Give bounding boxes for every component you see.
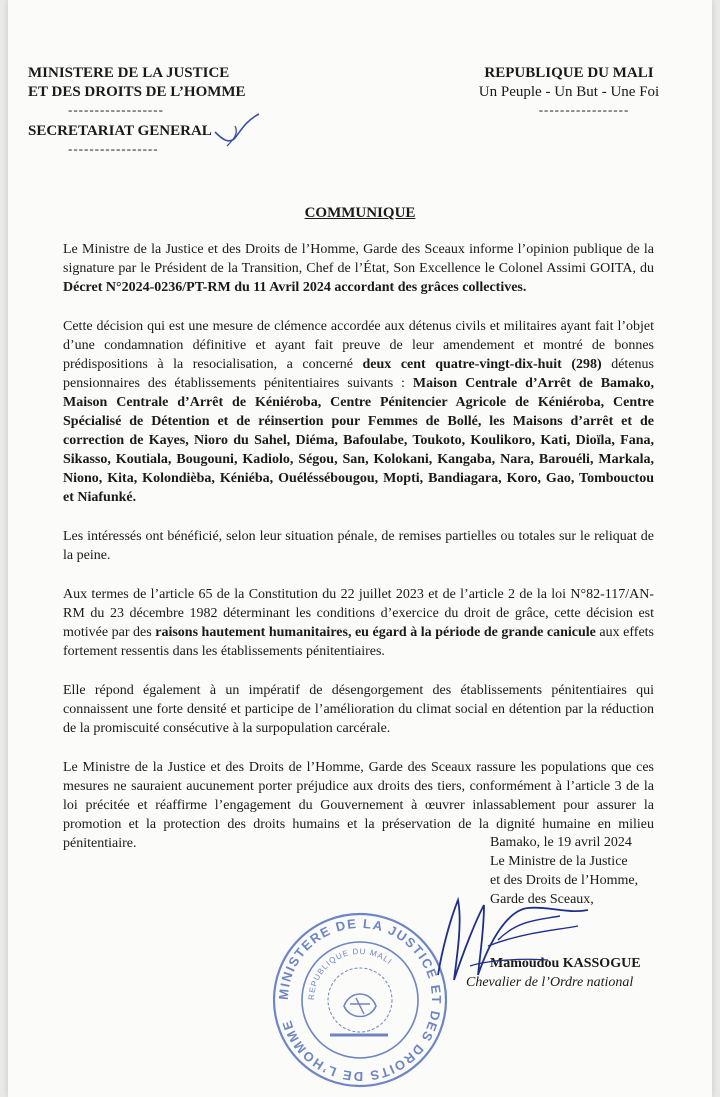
republic-name: REPUBLIQUE DU MALI (484, 65, 654, 81)
document-title: COMMUNIQUE (304, 205, 416, 221)
p4-text-c: aux effets fortement ressentis dans les établissements pénitentiaires. (63, 625, 655, 659)
p2-text-a: Cette décision qui est une mesure de clémence accordée aux détenus civils et militaires ayant fait l’objet d’une condamnation définitive et ayant fait preuve de leur amendement et montré de bonnes prédispositions à la resocialisation, a concerné (63, 319, 654, 372)
p2-count: deux cent quatre-vingt-dix-huit (298) (362, 357, 602, 372)
paragraph-5: Elle répond également à un impératif de désengorgement des établissements pénitentiaires qui connaissent une forte densité et participe de l’amélioration du climat social en détention par la réduction de la promiscuité consécutive à la surpopulation carcérale. (63, 683, 654, 736)
p2-facilities: Maison Centrale d’Arrêt de Bamako, Maison Centrale d’Arrêt de Kéniéroba, Centre Pénitencier Agricole de Kéniéroba, Centre Spécialisé de Détention et de réinsertion pour Femmes de Bollé, les Maisons d’arrêt et de correction de Kayes, Nioro du Sahel, Diéma, Bafoulabe, Toukoto, Koulikoro, Kati, Dioïla, Fana, Sikasso, Koutiala, Bougouni, Kadiolo, Ségou, San, Kolokani, Kangaba, Nara, Barouéli, Markala, Niono, Kita, Kolondièba, Kéniéba, Ouéléssébougou, Mopti, Bandiagara, Koro, Gao, Tombouctou et Niafunké. (63, 376, 655, 505)
p1-text: Le Ministre de la Justice et des Droits de l’Homme, Garde des Sceaux informe l’opinion publique de la signature par le Président de la Transition, Chef de l’État, Son Excellence le Colonel Assimi GOITA, du (63, 242, 654, 276)
paragraph-3: Les intéressés ont bénéficié, selon leur situation pénale, de remises partielles ou totales sur le reliquat de la peine. (63, 529, 654, 563)
paragraph-4 (63, 585, 654, 661)
p1-decree: Décret N°2024-0236/PT-RM du 11 Avril 2024 accordant des grâces collectives. (63, 280, 527, 295)
signatory-name: Mamoudou KASSOGUE (490, 956, 641, 971)
p2-text-c: détenus pensionnaires des établissements pénitentiaires suivants : (63, 357, 654, 391)
paragraph-2 (63, 317, 654, 507)
header-republic (454, 64, 684, 118)
stamp-ring-text: MINISTERE DE LA JUSTICE ET DES DROITS DE L’HOMME (275, 915, 445, 1085)
p4-reasons: raisons hautement humanitaires, eu égard à la période de grande canicule (155, 625, 596, 640)
official-stamp (270, 910, 450, 1090)
ministry-line-2: ET DES DROITS DE L’HOMME (28, 84, 246, 100)
document-page (8, 0, 712, 1097)
initials-mark (213, 110, 263, 155)
ministry-line-1: MINISTERE DE LA JUSTICE (28, 65, 230, 81)
signatory-role-1: Le Ministre de la Justice (490, 854, 628, 869)
document-body (63, 240, 654, 873)
paragraph-6: Le Ministre de la Justice et des Droits de l’Homme, Garde des Sceaux rassure les populations que ces mesures ne sauraient aucunement porter préjudice aux droits des tiers, conformément à l’article 3 de la loi précitée et réaffirme l’engagement du Gouvernement à œuvrer inlassablement pour assurer la promotion et la protection des droits humains et la préservation de la dignité humaine en milieu pénitentiaire. (63, 760, 654, 851)
stamp-inner-text: REPUBLIQUE DU MALI (306, 946, 395, 1001)
signatory-role-2: et des Droits de l’Homme, (490, 873, 639, 888)
p4-text-a: Aux termes de l’article 65 de la Constitution du 22 juillet 2023 et de l’article 2 de la loi N°82-117/AN-RM du 23 décembre 1982 déterminant les conditions d’exercice du droit de grâce, cette décision est motivée par des (63, 587, 654, 640)
secretariat-general: SECRETARIAT GENERAL (28, 123, 212, 139)
signatory-role-3: Garde des Sceaux, (490, 892, 594, 907)
header-divider-2: ----------------- (68, 141, 159, 156)
place-date: Bamako, le 19 avril 2024 (490, 835, 632, 850)
signatory-distinction: Chevalier de l’Ordre national (466, 975, 634, 990)
paragraph-1 (63, 240, 654, 297)
header-divider-right: ----------------- (538, 102, 630, 117)
handwritten-signature (428, 880, 598, 990)
republic-motto: Un Peuple - Un But - Une Foi (478, 84, 660, 100)
header-divider: ------------------ (68, 102, 164, 117)
